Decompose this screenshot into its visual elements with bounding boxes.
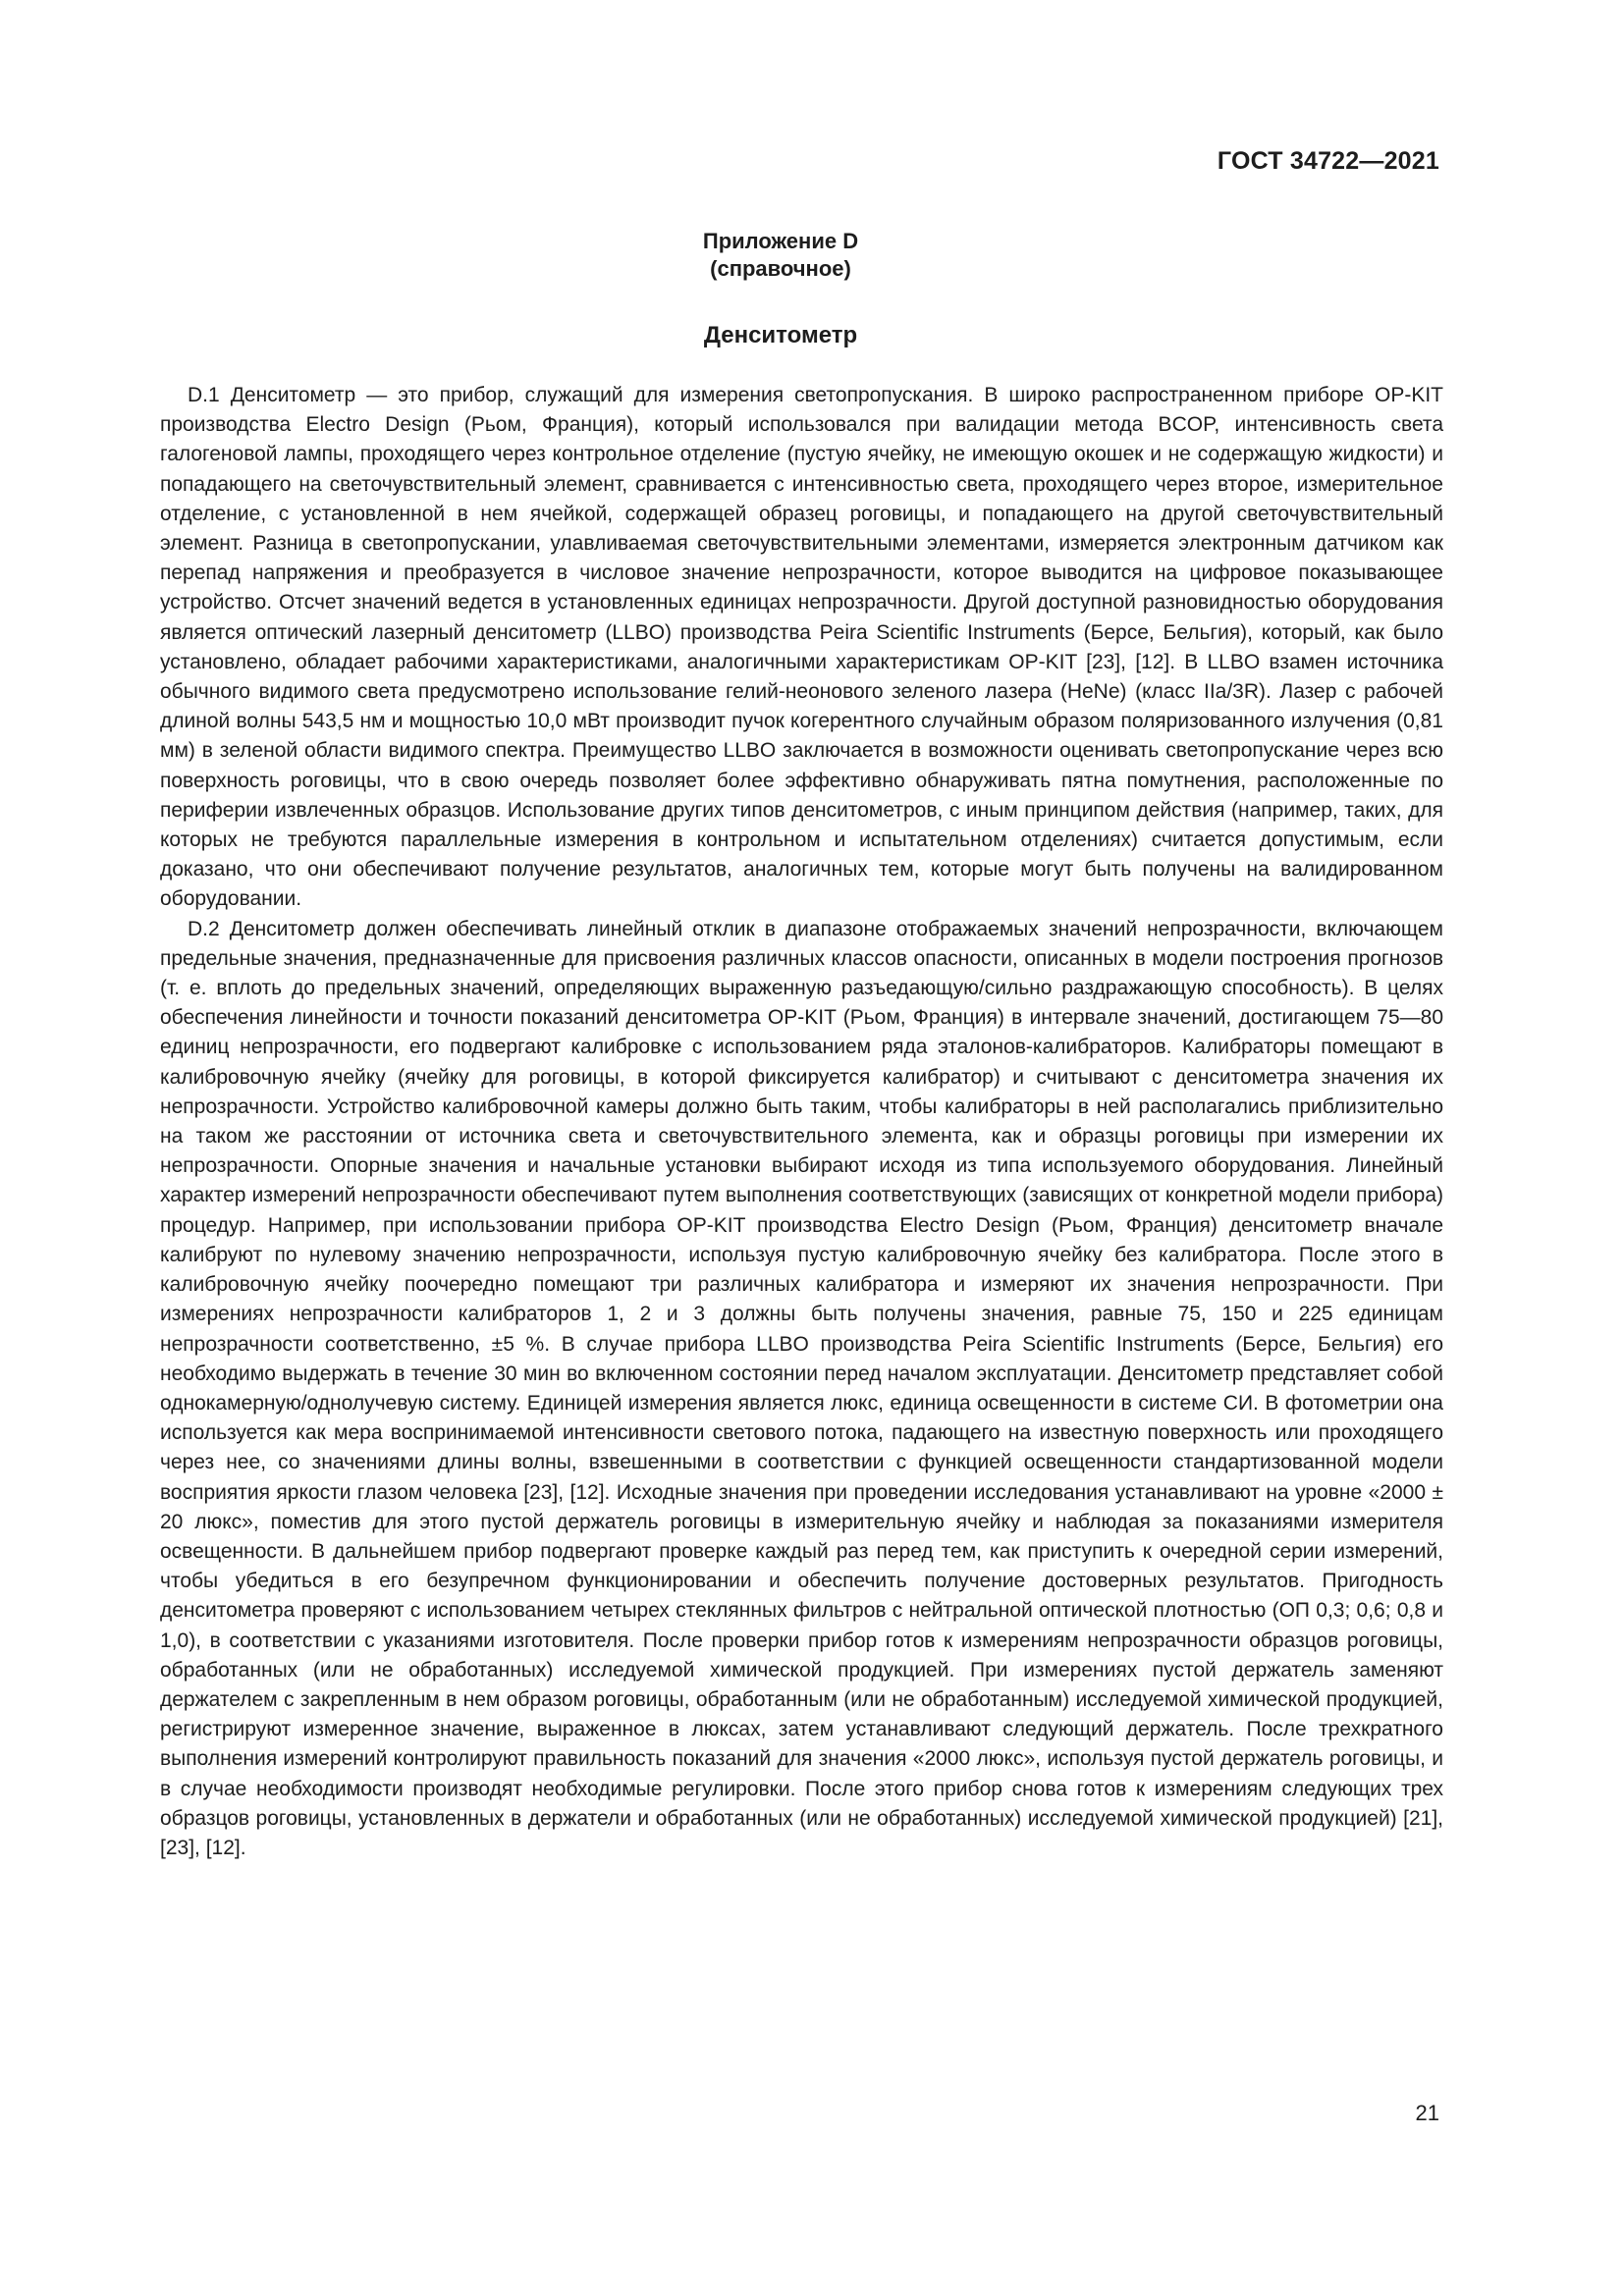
paragraph-d2: D.2 Денситометр должен обеспечивать линейный отклик в диапазоне отображаемых значений непрозрачности, включающем предельные значения, предназначенные для присвоения различных классов опасности, описанных в модели построения прогнозов (т. е. вплоть до предельных значений, определяющих выраженную разъедающую/сильно раздражающую способность). В целях обеспечения линейности и точности показаний денситометра OP-KIT (Рьом, Франция) в интервале значений, достигающем 75—80 единиц непрозрачности, его подвергают калибровке с использованием ряда эталонов-калибраторов. Калибраторы помещают в калибровочную ячейку (ячейку для роговицы, в которой фиксируется калибратор) и считывают с денситометра значения их непрозрачности. Устройство калибровочной камеры должно быть таким, чтобы калибраторы в ней располагались приблизительно на таком же расстоянии от источника света и светочувствительного элемента, как и образцы роговицы при измерении их непрозрачности. Опорные значения и начальные установки выбирают исходя из типа используемого оборудования. Линейный характер измерений непрозрачности обеспечивают путем выполнения соответствующих (зависящих от конкретной модели прибора) процедур. Например, при использовании прибора OP-KIT производства Electro Design (Рьом, Франция) денситометр вначале калибруют по нулевому значению непрозрачности, используя пустую калибровочную ячейку без калибратора. После этого в калибровочную ячейку поочередно помещают три различных калибратора и измеряют их значения непрозрачности. При измерениях непрозрачности калибраторов 1, 2 и 3 должны быть получены значения, равные 75, 150 и 225 единицам непрозрачности соответственно, ±5 %. В случае прибора LLBO производства Peira Scientific Instruments (Берсе, Бельгия) его необходимо выдержать в течение 30 мин во включенном состоянии перед началом эксплуатации. Денситометр представляет собой однокамерную/однолучевую систему. Единицей измерения является люкс, единица освещенности в системе СИ. В фотометрии она используется как мера воспринимаемой интенсивности светового потока, падающего на известную поверхность или проходящего через нее, со значениями длины волны, взвешенными в соответствии с функцией освещенности стандартизованной модели восприятия яркости глазом человека [23], [12]. Исходные значения при проведении исследования устанавливают на уровне «2000 ± 20 люкс», поместив для этого пустой держатель роговицы в измерительную ячейку и наблюдая за показаниями измерителя освещенности. В дальнейшем прибор подвергают проверке каждый раз перед тем, как приступить к очередной серии измерений, чтобы убедиться в его безупречном функционировании и обеспечить получение достоверных результатов. Пригодность денситометра проверяют с использованием четырех стеклянных фильтров с нейтральной оптической плотностью (ОП 0,3; 0,6; 0,8 и 1,0), в соответствии с указаниями изготовителя. После проверки прибор готов к измерениям непрозрачности образцов роговицы, обработанных (или не обработанных) исследуемой химической продукцией. При измерениях пустой держатель заменяют держателем с закрепленным в нем образом роговицы, обработанным (или не обработанным) исследуемой химической продукцией, регистрируют измеренное значение, выраженное в люксах, затем устанавливают следующий держатель. После трехкратного выполнения измерений контролируют правильность показаний для значения «2000 люкс», используя пустой держатель роговицы, и в случае необходимости производят необходимые регулировки. После этого прибор снова готов к измерениям следующих трех образцов роговицы, установленных в держатели и обработанных (или не обработанных) исследуемой химической продукцией) [21], [23], [12].: [160, 917, 1443, 1859]
page-number: 21: [1415, 2101, 1439, 2125]
appendix-status: (справочное): [710, 256, 851, 281]
appendix-heading: [0, 228, 1561, 283]
appendix-label: Приложение D: [702, 229, 859, 253]
paragraph-d1: D.1 Денситометр — это прибор, служащий для измерения светопропускания. В широко распространенном приборе OP-KIT производства Electro Design (Рьом, Франция), который использовался при валидации метода BCOP, интенсивность света галогеновой лампы, проходящего через контрольное отделение (пустую ячейку, не имеющую окошек и не содержащую жидкости) и попадающего на светочувствительный элемент, сравнивается с интенсивностью света, проходящего через второе, измерительное отделение, с установленной в нем ячейкой, содержащей образец роговицы, и попадающего на другой светочувствительный элемент. Разница в светопропускании, улавливаемая светочувствительными элементами, измеряется электронным датчиком как перепад напряжения и преобразуется в числовое значение непрозрачности, которое выводится на цифровое показывающее устройство. Отсчет значений ведется в установленных единицах непрозрачности. Другой доступной разновидностью оборудования является оптический лазерный денситометр (LLBO) производства Peira Scientific Instruments (Берсе, Бельгия), который, как было установлено, обладает рабочими характеристиками, аналогичными характеристикам OP-KIT [23], [12]. В LLBO взамен источника обычного видимого света предусмотрено использование гелий-неонового зеленого лазера (HeNe) (класс IIa/3R). Лазер с рабочей длиной волны 543,5 нм и мощностью 10,0 мВт производит пучок когерентного случайным образом поляризованного излучения (0,81 мм) в зеленой области видимого спектра. Преимущество LLBO заключается в возможности оценивать светопропускание через всю поверхность роговицы, что в свою очередь позволяет более эффективно обнаруживать пятна помутнения, расположенные по периферии извлеченных образцов. Использование других типов денситометров, с иным принципом действия (например, таких, для которых не требуются параллельные измерения в контрольном и испытательном отделениях) считается допустимым, если доказано, что они обеспечивают получение результатов, аналогичных тем, которые могут быть получены на валидированном оборудовании.: [160, 384, 1443, 911]
section-title: Денситометр: [703, 322, 858, 348]
standard-code: ГОСТ 34722—2021: [1217, 147, 1439, 175]
body-text: [160, 381, 1443, 1863]
